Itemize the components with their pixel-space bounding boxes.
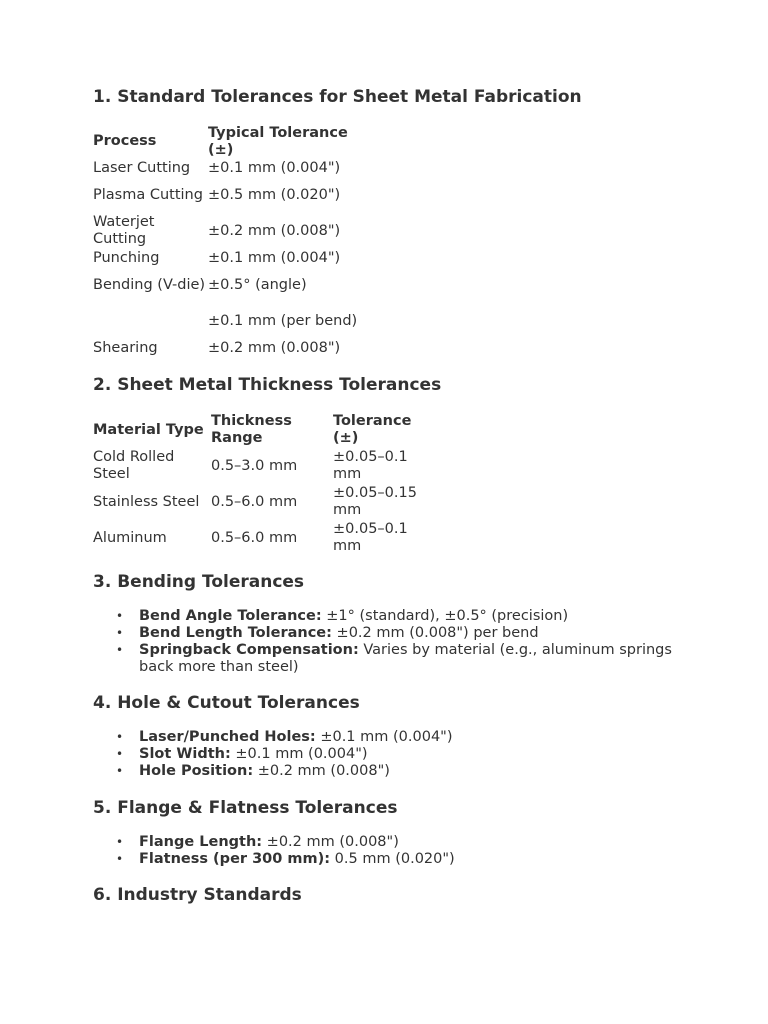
- list-item: [139, 642, 679, 676]
- section-4-heading: 4. Hole & Cutout Tolerances: [93, 693, 360, 713]
- list-item: [139, 834, 679, 851]
- table-header: Tolerance (±): [333, 413, 412, 446]
- list-item-text: ±0.1 mm (0.004"): [315, 729, 453, 745]
- table-row: [93, 159, 368, 177]
- list-item-text: ±0.1 mm (0.004"): [230, 746, 368, 762]
- section-6-heading: 6. Industry Standards: [93, 885, 302, 905]
- table-row: [93, 213, 368, 249]
- table-row: [93, 520, 433, 556]
- hole-tolerance-list: [93, 729, 679, 780]
- table-cell: Cold Rolled Steel: [93, 449, 175, 482]
- table-cell: Laser Cutting: [93, 159, 191, 176]
- table-header: Process: [93, 133, 157, 149]
- table-row: [93, 177, 368, 213]
- section-5-heading: 5. Flange & Flatness Tolerances: [93, 798, 398, 818]
- list-item-label: Bend Angle Tolerance:: [139, 608, 322, 624]
- list-item-text: Varies by material (e.g., aluminum springs back more than steel): [139, 642, 672, 675]
- table-header-row: [93, 412, 433, 448]
- section-3-heading: 3. Bending Tolerances: [93, 572, 305, 592]
- table-cell: Waterjet Cutting: [93, 214, 155, 247]
- table-row: [93, 303, 368, 339]
- table-row: [93, 484, 433, 520]
- list-item-label: Laser/Punched Holes:: [139, 729, 316, 745]
- list-item-text: ±0.2 mm (0.008") per bend: [331, 625, 539, 641]
- list-item: [139, 625, 679, 642]
- table-cell: ±0.1 mm (0.004"): [208, 159, 341, 176]
- table-header: Material Type: [93, 421, 204, 438]
- table-cell: Bending (V-die): [93, 276, 206, 293]
- list-item: [139, 608, 679, 625]
- table-cell: ±0.1 mm (0.004"): [208, 249, 341, 266]
- table-header: Typical Tolerance (±): [208, 124, 348, 158]
- table-cell: Aluminum: [93, 529, 167, 546]
- list-item: [139, 729, 679, 746]
- table-cell: ±0.05–0.1 mm: [333, 521, 408, 554]
- list-item-label: Flatness (per 300 mm):: [139, 851, 331, 867]
- table-cell: ±0.05–0.1 mm: [333, 449, 408, 482]
- table-row: [93, 249, 368, 267]
- list-item-label: Bend Length Tolerance:: [139, 625, 332, 641]
- table-row: [93, 448, 433, 484]
- table-cell: ±0.2 mm (0.008"): [208, 339, 341, 356]
- table-cell: ±0.05–0.15 mm: [333, 485, 417, 518]
- list-item: [139, 763, 679, 780]
- table-header-row: [93, 124, 368, 159]
- table-row: [93, 339, 368, 357]
- table-cell: Punching: [93, 249, 160, 266]
- list-item-text: ±0.2 mm (0.008"): [262, 834, 399, 850]
- list-item-text: ±0.2 mm (0.008"): [253, 763, 390, 779]
- table-cell: 0.5–6.0 mm: [211, 529, 298, 546]
- list-item-label: Springback Compensation:: [139, 642, 359, 658]
- section-1-heading: 1. Standard Tolerances for Sheet Metal Fabrication: [93, 87, 582, 107]
- table-cell: ±0.5° (angle): [208, 276, 307, 293]
- list-item-label: Hole Position:: [139, 763, 254, 779]
- table-cell: ±0.2 mm (0.008"): [208, 222, 341, 239]
- section-2-heading: 2. Sheet Metal Thickness Tolerances: [93, 375, 442, 395]
- process-tolerance-table: [93, 124, 368, 357]
- table-cell: ±0.5 mm (0.020"): [208, 186, 341, 203]
- bending-tolerance-list: [93, 608, 679, 676]
- table-cell: [93, 303, 208, 339]
- list-item-text: 0.5 mm (0.020"): [330, 851, 455, 867]
- list-item-label: Flange Length:: [139, 834, 263, 850]
- table-cell: Shearing: [93, 339, 158, 356]
- list-item: [139, 746, 679, 763]
- list-item-text: ±1° (standard), ±0.5° (precision): [321, 608, 569, 624]
- table-row: [93, 267, 368, 303]
- table-cell: Plasma Cutting: [93, 186, 203, 203]
- list-item: [139, 851, 679, 868]
- thickness-tolerance-table: [93, 412, 433, 556]
- table-cell: ±0.1 mm (per bend): [208, 312, 358, 329]
- table-header: Thickness Range: [211, 413, 292, 446]
- table-cell: 0.5–3.0 mm: [211, 457, 298, 474]
- list-item-label: Slot Width:: [139, 746, 231, 762]
- flange-tolerance-list: [93, 834, 679, 868]
- table-cell: Stainless Steel: [93, 493, 200, 510]
- table-cell: 0.5–6.0 mm: [211, 493, 298, 510]
